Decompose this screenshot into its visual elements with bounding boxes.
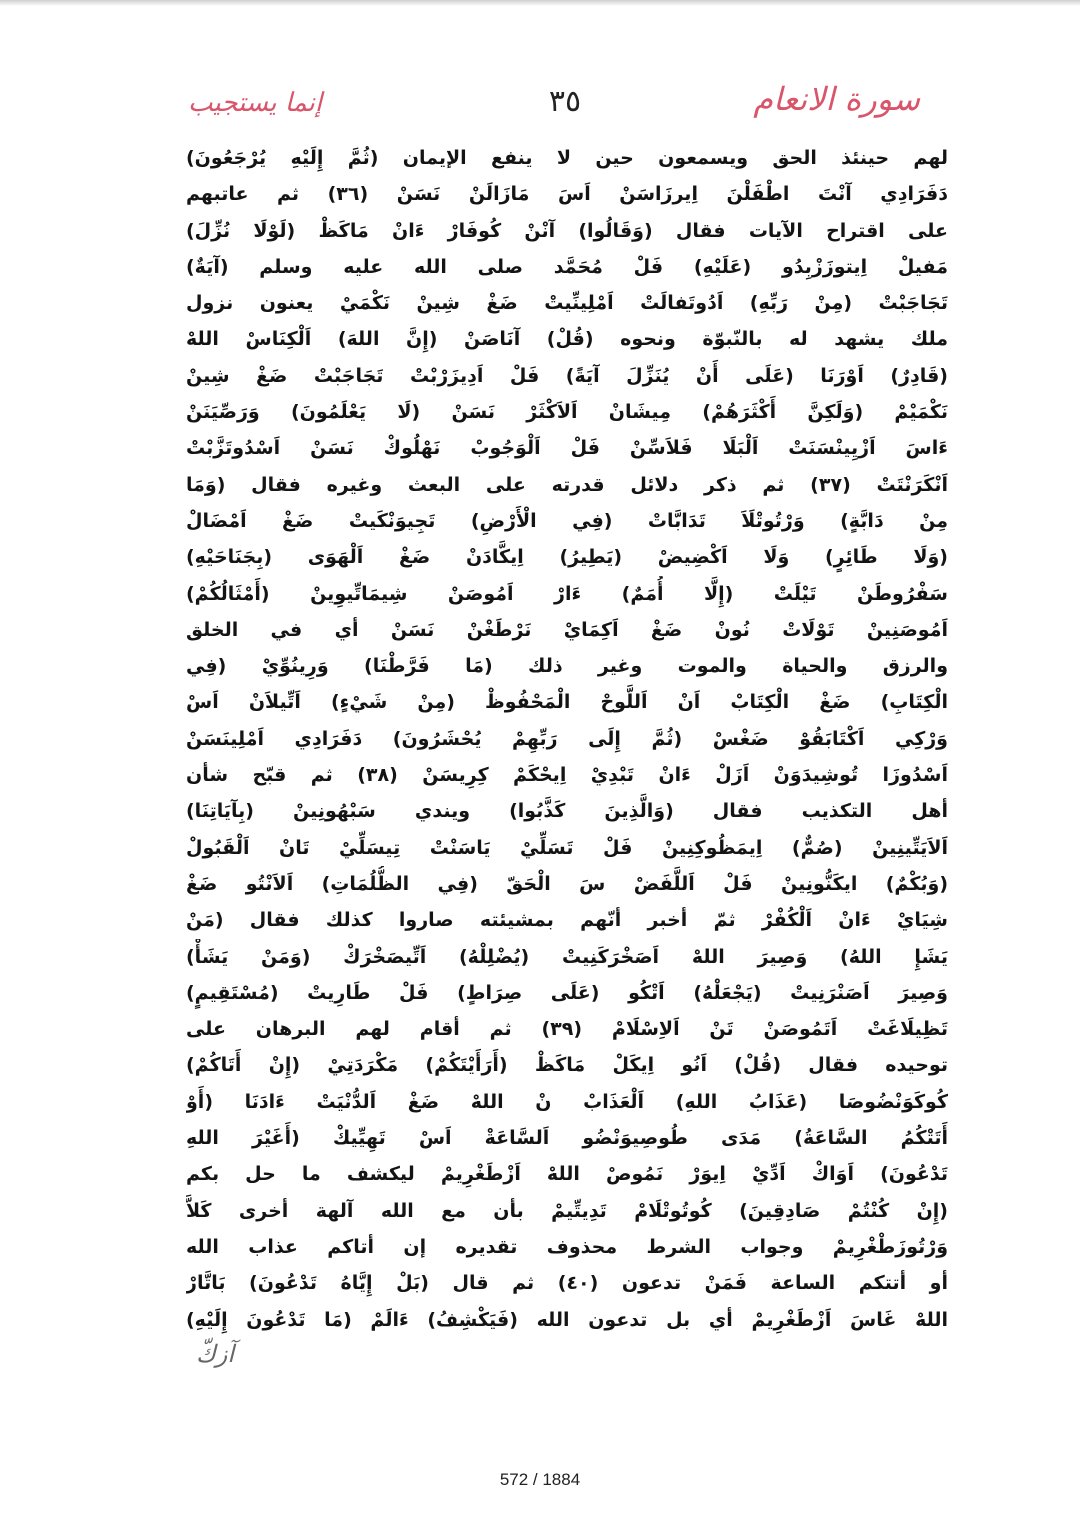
surah-title: سورة الانعام [753,80,920,118]
text-line: والرزق والحياة والموت وغير ذلك (مَا فَرَّطْنَا) وَرِينُوِّيْ (فِي [186,655,948,678]
text-line: اَمُوصَنِينْ تَوْلَاتْ نُونْ ضَغْ اَكِمَايْ نَرْطَغْنْ نَسَنْ أي في الخلق [186,618,948,641]
catchword-note: إنما يستجيب [188,88,323,118]
text-line: تَدْعُونَ) اَوَاكْ اَدِّيْ اِيوَرْ نَمُوصْ اللهْ اَزْطَغْرِيمْ ليكشف ما حل بكم [186,1163,948,1186]
text-line: ءَاسَ اَزْيِينْسَنَتْ اَلْبَلَا فَلاَسِّنْ فَلْ اَلْوَجُوبْ نَهْلُوكْ نَسَنْ اَسْدُوتَزَّبْتْ [186,437,948,460]
text-line: (وَبُكْمٌ) ايكَنُّونِينْ فَلْ اَللَّفَضْ سَ الْحَقّ (فِي الظُّلُمَاتِ) اَلاَنْتُو ضَغْ [186,872,948,895]
text-line: اللهْ غَاسَ اَزْطَغْرِيمْ أي بل تدعون الله (فَيَكْشِفُ) ءَالَمْ (مَا تَدْعُونَ إِلَيْهِ) [186,1308,948,1331]
text-line: وَصِيرَ اَصَنْرَنِيتْ (يَجْعَلْهُ) اَتْكُو (عَلَى صِرَاطٍ) فَلْ طَارِيتْ (مُسْتَقِيمٍ) [186,981,948,1004]
text-line: الْكِتَابِ) ضَغْ الْكِتَابْ اَنْ اَللَّوحْ الْمَحْفُوظْ (مِنْ شَيْءٍ) اَتِّيلاَنْ اَسْ [186,691,948,714]
text-line: وَرْتُوزَطْغْرِيمْ وجواب الشرط محذوف تقديره إن أتاكم عذاب الله [186,1235,948,1258]
text-line: أهل التكذيب فقال (وَالَّذِينَ كَذَّبُوا) ويندي سَبْهُونِينْ (بِآيَاتِنَا) [186,800,948,823]
text-line: توحيده فقال (قُلْ) اَنُو اِيكَلْ مَاكَظْ (أَرَأَيْتَكُمْ) مَكْرَدَتِيْ (إِنْ أَتَاكُمْ) [186,1054,948,1077]
text-line: سَفْرُوطَنْ تَيْلَتْ (إِلَّا أُمَمٌ) ءَارْ اَمُوصَنْ شِيمَاتِّيوِينْ (أَمْثَالُكُمْ) [186,582,948,605]
text-line: مِنْ دَابَّةٍ) وَرْتُوتْلَاَ تَدَابَّاتْ (فِي الْأَرْضِ) تَجِيوَنْكَيتْ ضَغْ اَمْضَالْ [186,509,948,532]
text-line: ملك يشهد له بالنّبوّة ونحوه (قُلْ) آنَاصَنْ (إِنَّ اللهَ) اَلْكِنَاسْ اللهْ [186,328,948,351]
text-line: أَتَتْكُمُ السَّاعَةُ) مَدَى طُوصِيوَنْضُو اَلسَّاعَةْ اَسْ تَهِيِّيكْ (أَغَيْرَ اللهِ [186,1127,948,1150]
text-line: تَظِيلَاغَتْ اَتَمُوصَنْ تَنْ اَلاِسْلَامْ (٣٩) ثم أقام لهم البرهان على [186,1018,948,1041]
text-line: اَسْدُوزَا تُوشِيدَوَنْ اَزَلْ ءَانْ تَبْدِيْ اِيحْكَمْ كِرِيسَنْ (٣٨) ثم قبّح شأن [186,764,948,787]
page-counter: 572 / 1884 [499,1470,581,1489]
text-line: شِيَايْ ءَانْ اَلْكُفْرْ ثمّ أخبر أنّهم بمشيئته صاروا كذلك فقال (مَنْ [186,909,948,932]
text-line: نَكْمَيْمْ (وَلَكِنَّ أَكْثَرَهُمْ) مِيشَانْ اَلاَكْثَرْ نَسَنْ (لَا يَعْلَمُونَ) وَرَصِّيَنَنْ [186,401,948,424]
scan-edge [0,0,1080,6]
text-line: اَلاَيَتِّينِينْ (صُمٌّ) اِيمَظُوكِنِينْ فَلْ تَسَلِّيْ يَاسَنْتْ تِيسَلِّيْ تَانْ اَلْقَبُولْ [186,836,948,859]
text-line: (وَلَا طَائِرٍ) وَلَا اَكْضِيضْ (يَطِيرُ) اِيكَّادَنْ ضَغْ اَلْهَوَى (بِجَنَاحَيْهِ) [186,546,948,569]
text-line: اَنْكَرَنْتَتْ (٣٧) ثم ذكر دلائل قدرته على البعث وغيره فقال (وَمَا [186,473,948,496]
text-line: (إِنْ كُنْتُمْ صَادِقِينَ) كُوتُوتْلَامْ تَدِيتِّيمْ بأن مع الله آلهة أخرى كَلاَّ [186,1199,948,1222]
page-number: ٣٥ [548,84,582,119]
text-line: على اقتراح الآيات فقال (وَقَالُوا) آنْنْ كُوفَارْ ءَانْ مَاكَظْ (لَوْلَا نُزِّلَ) [186,219,948,242]
text-line: تَجَاجَبْتْ (مِنْ رَبِّهِ) اَدُوتَفالَتْ اَمْلِينِّيتْ ضَغْ شِينْ نَكْمَيْ يعنون نزول [186,292,948,315]
text-line: لهم حينئذ الحق ويسمعون حين لا ينفع الإيمان (ثُمَّ إِلَيْهِ يُرْجَعُونَ) [186,147,948,169]
text-line: مَفيلْ اِيتوزَزْبِدُو (عَلَيْهِ) فَلْ مُحَمَّد صلى الله عليه وسلم (آيَةٌ) [186,255,948,278]
text-line: (قَادِرٌ) اَوْرَنَا (عَلَى أَنْ يُنَزِّلَ آيَةً) فَلْ اَدِيزَرْبْتْ تَجَاجَبْتْ ضَغْ شِينْ [186,364,948,387]
text-line: أو أتتكم الساعة فَمَنْ تدعون (٤٠) ثم قال (بَلْ إِيَّاهُ تَدْعُونَ) بَاتَّارْ [186,1272,948,1295]
text-line: وَرْكِي اَكْتَابَقُوْ ضَغْسْ (ثُمَّ إِلَى رَبِّهِمْ يُحْشَرُونَ) دَفَرَادِي اَمْلِينَسَنْ [186,727,948,750]
handwritten-mark: آزكّ [196,1340,235,1368]
text-line: يَشَإِ اللهُ) وَصِيرَ اللهْ اَصَخْرَكَنِيتْ (يُضْلِلْهُ) اَتِّيصَخْرَكْ (وَمَنْ يَشَأْ) [186,945,948,968]
text-line: كُوكَوَنْضُوصَا (عَذَابُ اللهِ) اَلْعَذَابْ نْ اللهْ ضَغْ اَلدُّنْيَتْ ءَادَنَا (أَوْ [186,1090,948,1113]
manuscript-text [186,140,948,1380]
page-header [0,60,1080,130]
text-line: دَفَرَادِي آنْتَ اطْفَلْنَ اِيرزَاسَنْ اَسَ مَازَالَنْ نَسَنْ (٣٦) ثم عاتبهم [186,183,948,206]
